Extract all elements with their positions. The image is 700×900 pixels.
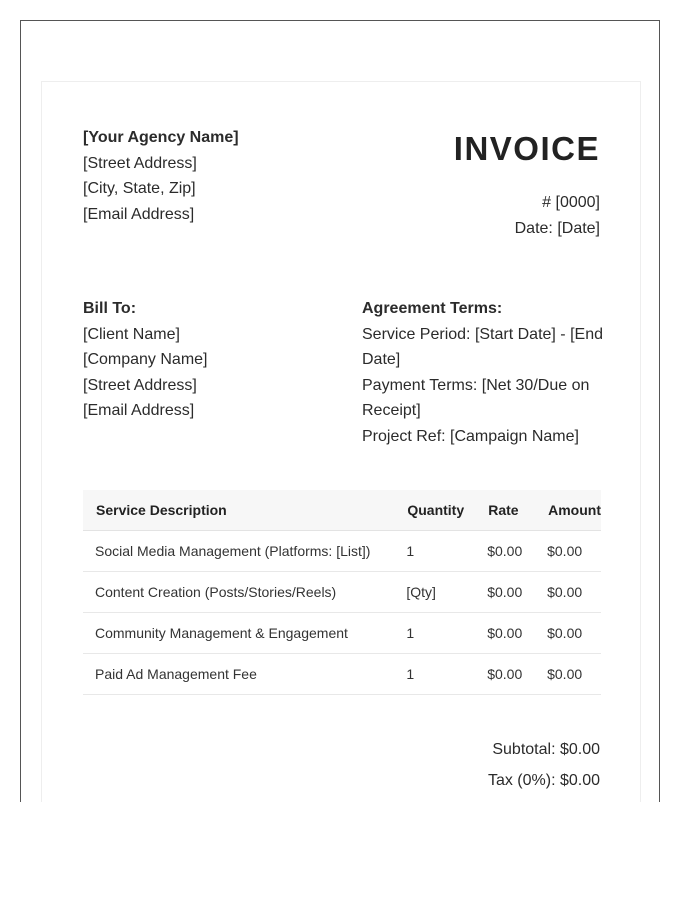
bill-to-block bbox=[83, 296, 208, 424]
document-frame bbox=[20, 20, 660, 802]
bill-to-email: [Email Address] bbox=[83, 402, 195, 419]
bill-to-street: [Street Address] bbox=[83, 376, 197, 394]
invoice-title: INVOICE bbox=[453, 130, 600, 167]
bill-to-client: [Client Name] bbox=[83, 325, 180, 343]
services-table bbox=[83, 490, 601, 695]
row-amount: $0.00 bbox=[535, 572, 601, 613]
row-quantity: 1 bbox=[394, 654, 475, 695]
bill-to-company: [Company Name] bbox=[83, 351, 208, 368]
header-service-description: Service Description bbox=[83, 490, 394, 531]
row-rate: $0.00 bbox=[475, 613, 535, 654]
invoice-meta bbox=[515, 190, 600, 242]
header-rate: Rate bbox=[475, 490, 535, 531]
header-amount: Amount bbox=[535, 490, 601, 531]
row-amount: $0.00 bbox=[535, 531, 601, 572]
agency-street: [Street Address] bbox=[83, 154, 197, 172]
row-rate: $0.00 bbox=[475, 572, 535, 613]
table-row bbox=[83, 613, 601, 654]
row-description: Paid Ad Management Fee bbox=[83, 654, 394, 695]
terms-payment-terms: Payment Terms: [Net 30/Due on Receipt] bbox=[362, 376, 590, 419]
table-row bbox=[83, 572, 601, 613]
totals-block bbox=[488, 734, 600, 796]
row-quantity: 1 bbox=[394, 531, 475, 572]
tax: Tax (0%): $0.00 bbox=[487, 772, 600, 789]
terms-project-ref: Project Ref: [Campaign Name] bbox=[362, 427, 579, 445]
row-description: Social Media Management (Platforms: [List]) bbox=[83, 531, 394, 572]
bill-to-heading: Bill To: bbox=[83, 300, 137, 317]
table-header-row bbox=[83, 490, 601, 531]
row-quantity: 1 bbox=[394, 613, 475, 654]
agreement-terms-block bbox=[362, 296, 612, 449]
row-amount: $0.00 bbox=[535, 654, 601, 695]
agency-block bbox=[83, 125, 239, 227]
agency-city: [City, State, Zip] bbox=[83, 180, 196, 197]
table-row bbox=[83, 654, 601, 695]
row-rate: $0.00 bbox=[475, 531, 535, 572]
invoice-page bbox=[41, 81, 641, 802]
row-amount: $0.00 bbox=[535, 613, 601, 654]
subtotal: Subtotal: $0.00 bbox=[492, 741, 600, 758]
invoice-number: # [0000] bbox=[542, 194, 600, 211]
header-quantity: Quantity bbox=[394, 490, 475, 531]
invoice-date: Date: [Date] bbox=[514, 220, 600, 237]
row-quantity: [Qty] bbox=[394, 572, 475, 613]
terms-heading: Agreement Terms: bbox=[362, 300, 503, 317]
table-row bbox=[83, 531, 601, 572]
terms-service-period: Service Period: [Start Date] - [End Date] bbox=[362, 325, 603, 368]
row-rate: $0.00 bbox=[475, 654, 535, 695]
row-description: Community Management & Engagement bbox=[83, 613, 394, 654]
agency-name: [Your Agency Name] bbox=[83, 129, 239, 146]
agency-email: [Email Address] bbox=[83, 205, 195, 223]
row-description: Content Creation (Posts/Stories/Reels) bbox=[83, 572, 394, 613]
